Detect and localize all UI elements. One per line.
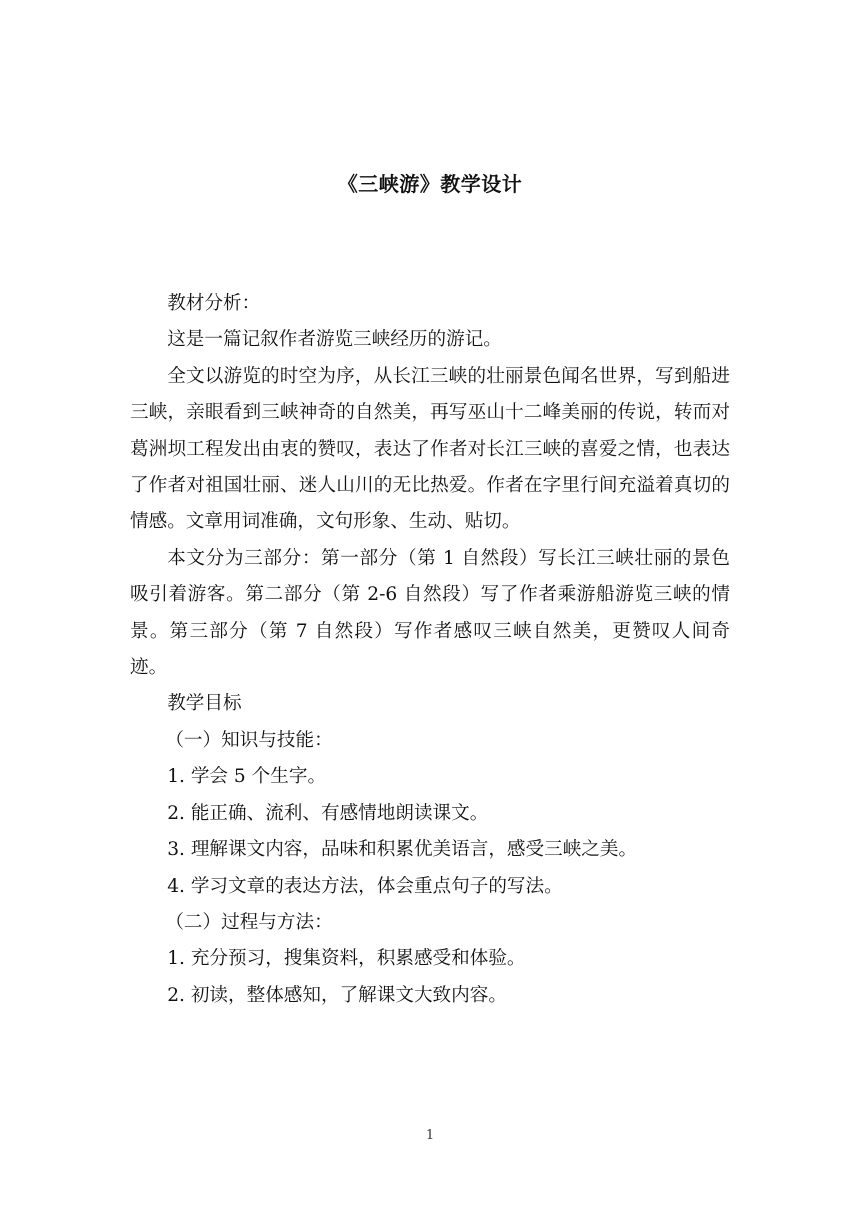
list-item: 3. 理解课文内容，品味和积累优美语言，感受三峡之美。 [167, 839, 638, 861]
paragraph-intro: 这是一篇记叙作者游览三峡经历的游记。 [167, 329, 502, 351]
list-item: 1. 充分预习，搜集资料，积累感受和体验。 [167, 948, 526, 970]
list-item: 2. 初读，整体感知，了解课文大致内容。 [167, 984, 507, 1006]
subheading-process-methods: （二）过程与方法： [165, 911, 333, 933]
section-heading-teaching-goals: 教学目标 [167, 693, 242, 715]
subheading-knowledge-skills: （一）知识与技能： [165, 729, 333, 751]
list-item: 2. 能正确、流利、有感情地朗读课文。 [167, 802, 489, 824]
list-item: 1. 学会 5 个生字。 [167, 766, 327, 788]
list-item: 4. 学习文章的表达方法，体会重点句子的写法。 [167, 875, 563, 897]
paragraph-structure: 本文分为三部分：第一部分（第 1 自然段）写长江三峡壮丽的景色吸引着游客。第二部分（第 2-6 自然段）写了作者乘游船游览三峡的情景。第三部分（第 7 自然段）写作者感叹三峡自然美，更赞叹人间奇迹。 [130, 547, 730, 679]
section-heading-textbook-analysis: 教材分析： [167, 293, 261, 314]
document-body [130, 286, 730, 1014]
document-title: 《三峡游》教学设计 [337, 172, 523, 196]
paragraph-summary: 全文以游览的时空为序，从长江三峡的壮丽景色闻名世界，写到船进三峡，亲眼看到三峡神奇的自然美，再写巫山十二峰美丽的传说，转而对葛洲坝工程发出由衷的赞叹，表达了作者对长江三峡的喜爱之情，也表达了作者对祖国壮丽、迷人山川的无比热爱。作者在字里行间充溢着真切的情感。文章用词准确，文句形象、生动、贴切。 [130, 365, 730, 533]
page-number: 1 [425, 1128, 435, 1143]
